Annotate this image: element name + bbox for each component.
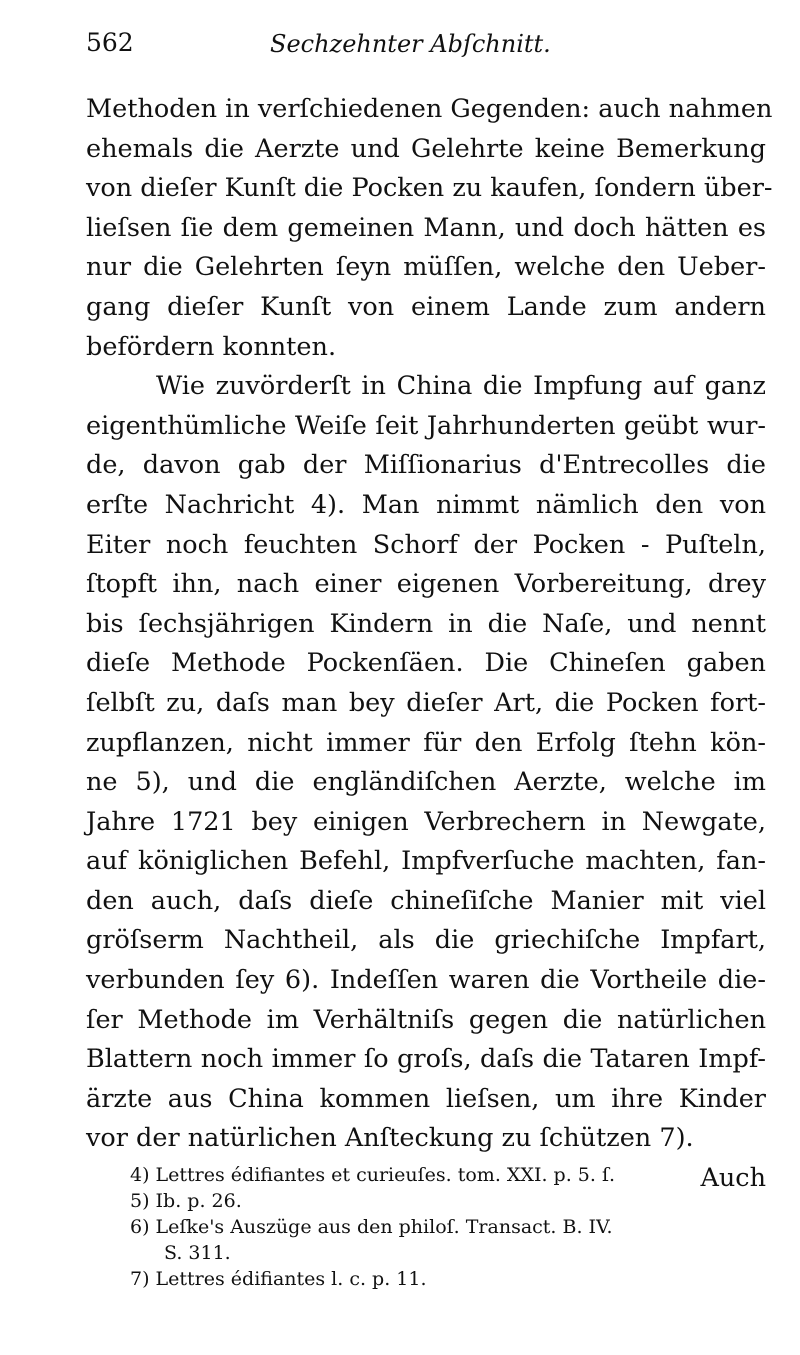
footnote: 6) Leſke's Auszüge aus den philoſ. Transact. B. IV. [130, 1216, 613, 1238]
text-line: ſelbſt zu, daſs man bey dieſer Art, die Pocken fort- [86, 687, 766, 718]
text-line: eigenthümliche Weiſe ſeit Jahrhunderten geübt wur- [86, 410, 766, 441]
page-number: 562 [86, 28, 134, 57]
text-line: ne 5), und die engländiſchen Aerzte, welche im [86, 767, 766, 798]
text-line: Blattern noch immer ſo groſs, daſs die Tataren Impf- [86, 1044, 766, 1075]
catchword: Auch [700, 1163, 766, 1194]
running-head: Sechzehnter Abſchnitt. [270, 30, 551, 58]
text-line: nur die Gelehrten ſeyn müſſen, welche den Ueber- [86, 252, 766, 283]
text-line: verbunden ſey 6). Indeſſen waren die Vortheile die- [86, 965, 766, 996]
text-line: vor der natürlichen Anſteckung zu ſchützen 7). [86, 1123, 694, 1154]
text-line: ſer Methode im Verhältniſs gegen die natürlichen [86, 1004, 766, 1035]
paragraph-start-line: Wie zuvörderſt in China die Impfung auf ganz [156, 371, 766, 402]
body-text [86, 90, 773, 1199]
text-line: dieſe Methode Pockenſäen. Die Chineſen gaben [86, 648, 766, 679]
text-line: lieſsen ſie dem gemeinen Mann, und doch hätten es [86, 212, 766, 243]
text-line: ſtopft ihn, nach einer eigenen Vorbereitung, drey [86, 569, 766, 600]
text-line: Eiter noch feuchten Schorf der Pocken - Puſteln, [86, 529, 766, 560]
text-line: befördern konnten. [86, 331, 337, 362]
text-line: zupflanzen, nicht immer für den Erfolg ſtehn kön- [86, 727, 766, 758]
text-line: Methoden in verſchiedenen Gegenden: auch nahmen [86, 94, 773, 124]
page-header [86, 28, 740, 72]
text-line: von dieſer Kunſt die Pocken zu kaufen, ſondern über- [86, 173, 773, 204]
text-line: ehemals die Aerzte und Gelehrte keine Bemerkung [86, 133, 766, 164]
text-line: erſte Nachricht 4). Man nimmt nämlich den von [86, 489, 766, 520]
footnote: 5) Ib. p. 26. [130, 1190, 242, 1212]
text-line: gang dieſer Kunſt von einem Lande zum andern [86, 291, 766, 322]
footnote: 4) Lettres édifiantes et curieuſes. tom. XXI. p. 5. ſ. [130, 1164, 616, 1186]
text-line: gröſserm Nachtheil, als die griechiſche Impfart, [86, 925, 766, 956]
footnotes [130, 1162, 770, 1292]
text-line: ärzte aus China kommen lieſsen, um ihre Kinder [86, 1083, 766, 1114]
footnote: 7) Lettres édifiantes l. c. p. 11. [130, 1268, 427, 1290]
text-line: auf königlichen Befehl, Impfverſuche machten, fan- [86, 846, 766, 877]
text-line: Jahre 1721 bey einigen Verbrechern in Newgate, [86, 806, 766, 837]
footnote-continuation: S. 311. [164, 1242, 231, 1264]
text-line: bis ſechsjährigen Kindern in die Naſe, und nennt [86, 608, 766, 639]
text-line: den auch, daſs dieſe chineſiſche Manier mit viel [86, 885, 766, 916]
text-line: de, davon gab der Miſſionarius d'Entrecolles die [86, 450, 766, 481]
